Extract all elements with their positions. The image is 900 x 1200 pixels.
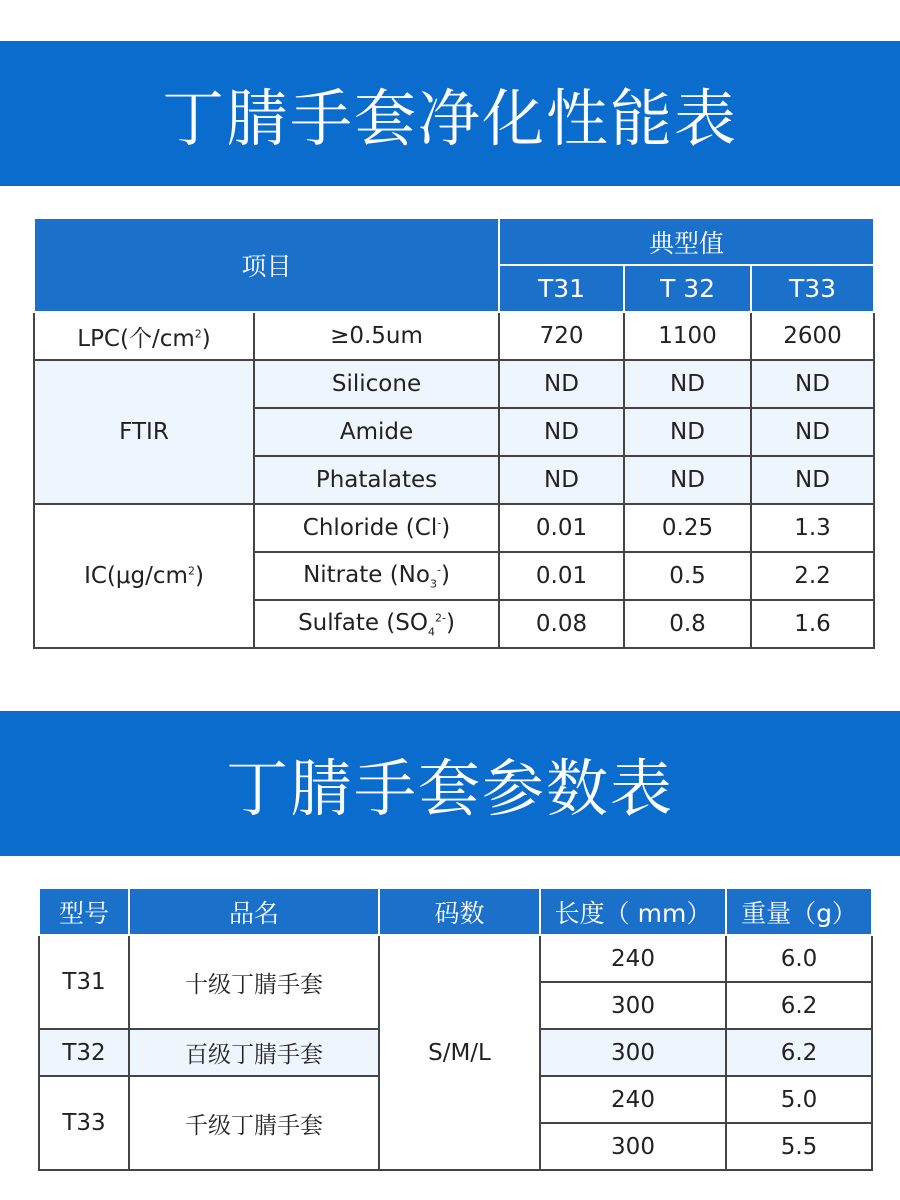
lpc-condition: ≥0.5um xyxy=(254,312,499,360)
length-cell: 300 xyxy=(540,1029,726,1076)
purification-table xyxy=(33,217,875,649)
ic-label: $IC(\mu g/cm^2)$ xyxy=(34,504,254,648)
ftir-item: Silicone xyxy=(254,360,499,408)
header-size: 码数 xyxy=(379,888,540,935)
length-cell: 300 xyxy=(540,982,726,1029)
product-name-cell: 千级丁腈手套 xyxy=(129,1076,379,1170)
model-cell: T33 xyxy=(39,1076,129,1170)
table-cell: ND xyxy=(499,408,624,456)
header-item: 项目 xyxy=(34,218,499,312)
table-cell: 0.08 xyxy=(499,600,624,648)
purification-title-banner xyxy=(0,41,900,186)
table-cell: 1.6 xyxy=(751,600,874,648)
header-length: 长度（ mm） xyxy=(540,888,726,935)
product-name-cell: 百级丁腈手套 xyxy=(129,1029,379,1076)
sizes-cell: S/M/L xyxy=(379,935,540,1170)
header-typical: 典型值 xyxy=(499,218,874,265)
header-model: T31 xyxy=(499,265,624,312)
ftir-item: Amide xyxy=(254,408,499,456)
length-cell: 240 xyxy=(540,1076,726,1123)
weight-cell: 6.2 xyxy=(726,1029,872,1076)
model-cell: T31 xyxy=(39,935,129,1029)
weight-cell: 6.2 xyxy=(726,982,872,1029)
lpc-label: LPC(个$/cm^2$) xyxy=(34,312,254,360)
table-cell: 1100 xyxy=(624,312,751,360)
header-model: T 32 xyxy=(624,265,751,312)
table-cell: ND xyxy=(751,360,874,408)
table-cell: 2.2 xyxy=(751,552,874,600)
table-cell: ND xyxy=(624,456,751,504)
ftir-item: Phatalates xyxy=(254,456,499,504)
ftir-label: FTIR xyxy=(34,360,254,504)
table-cell: 0.25 xyxy=(624,504,751,552)
purification-title: 丁腈手套净化性能表 xyxy=(161,82,738,155)
header-name: 品名 xyxy=(129,888,379,935)
header-weight: 重量（g） xyxy=(726,888,872,935)
ic-item: Sulfate $(SO_4^{2-})$ xyxy=(254,600,499,648)
table-cell: ND xyxy=(499,360,624,408)
length-cell: 240 xyxy=(540,935,726,982)
header-model: T33 xyxy=(751,265,874,312)
table-cell: 0.01 xyxy=(499,552,624,600)
ic-item: Chloride (Cl-) xyxy=(254,504,499,552)
table-cell: 0.01 xyxy=(499,504,624,552)
header-model: 型号 xyxy=(39,888,129,935)
product-name-cell: 十级丁腈手套 xyxy=(129,935,379,1029)
parameters-table xyxy=(38,887,873,1171)
model-cell: T32 xyxy=(39,1029,129,1076)
table-cell: 2600 xyxy=(751,312,874,360)
table-cell: ND xyxy=(624,408,751,456)
parameters-title: 丁腈手套参数表 xyxy=(225,752,674,825)
table-cell: ND xyxy=(499,456,624,504)
table-cell: ND xyxy=(751,408,874,456)
table-cell: 720 xyxy=(499,312,624,360)
table-cell: 0.5 xyxy=(624,552,751,600)
length-cell: 300 xyxy=(540,1123,726,1170)
weight-cell: 6.0 xyxy=(726,935,872,982)
table-cell: 1.3 xyxy=(751,504,874,552)
table-cell: 0.8 xyxy=(624,600,751,648)
weight-cell: 5.5 xyxy=(726,1123,872,1170)
ic-item: Nitrate $(No_3^-)$ xyxy=(254,552,499,600)
table-cell: ND xyxy=(751,456,874,504)
weight-cell: 5.0 xyxy=(726,1076,872,1123)
parameters-title-banner xyxy=(0,711,900,856)
table-cell: ND xyxy=(624,360,751,408)
